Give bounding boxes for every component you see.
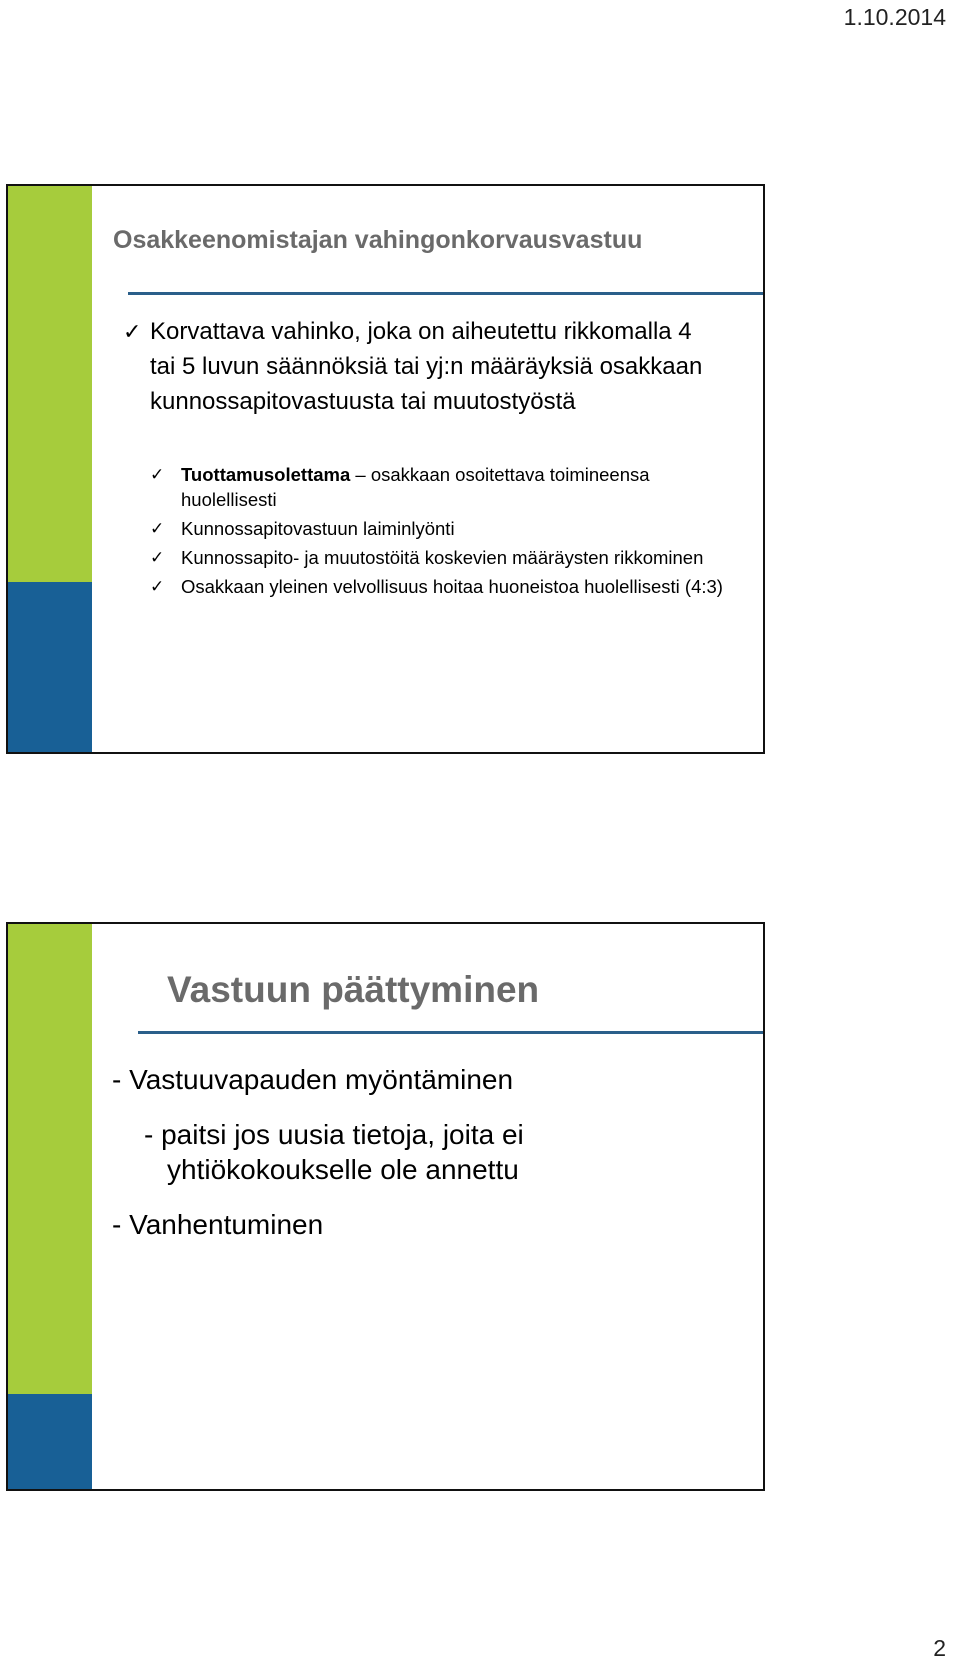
checkmark-icon: ✓ [150,548,165,567]
checkmark-icon: ✓ [150,465,165,484]
sub-bullet [150,574,740,599]
text-line: yhtiökokoukselle ole annettu [167,1154,519,1185]
text-line: - Vastuuvapauden myöntäminen [112,1064,514,1095]
main-bullet-text: Korvattava vahinko, joka on aiheutettu rikkomalla 4 tai 5 luvun säännöksiä tai yj:n määräyksiä osakkaan kunnossapitovastuusta tai muutostyöstä [150,318,703,415]
title-divider [138,1031,763,1034]
side-accent-bar [8,924,92,1489]
slide-title: Vastuun päättyminen [167,969,540,1010]
title-divider [128,292,763,295]
sub-bullet [150,545,740,570]
sub-bullet-text: – osakkaan osoitettava toimineensa huolellisesti [181,464,650,510]
sub-bullet-text: Kunnossapito- ja muutostöitä koskevien määräysten rikkominen [181,547,704,568]
header-date: 1.10.2014 [843,4,946,30]
sub-bullet-bold: Tuottamusolettama [181,464,351,485]
slide-2 [6,922,765,1491]
sub-bullet-text: Kunnossapitovastuun laiminlyönti [181,518,455,539]
sub-bullet [150,462,740,512]
checkmark-icon: ✓ [150,577,165,596]
sub-bullet-text: Osakkaan yleinen velvollisuus hoitaa huoneistoa huolellisesti (4:3) [181,576,723,597]
sub-bullet-list [150,462,740,603]
main-bullet [123,314,713,419]
checkmark-icon: ✓ [150,519,165,538]
side-accent-blue [8,1394,92,1489]
page-number: 2 [933,1635,946,1661]
sub-bullet [150,516,740,541]
slide-title: Osakkeenomistajan vahingonkorvausvastuu [113,226,643,254]
text-line: - Vanhentuminen [112,1209,324,1240]
text-line: - paitsi jos uusia tietoja, joita ei [144,1119,524,1150]
checkmark-icon: ✓ [123,319,142,344]
slide-1 [6,184,765,754]
side-accent-bar [8,186,92,752]
side-accent-blue [8,582,92,752]
